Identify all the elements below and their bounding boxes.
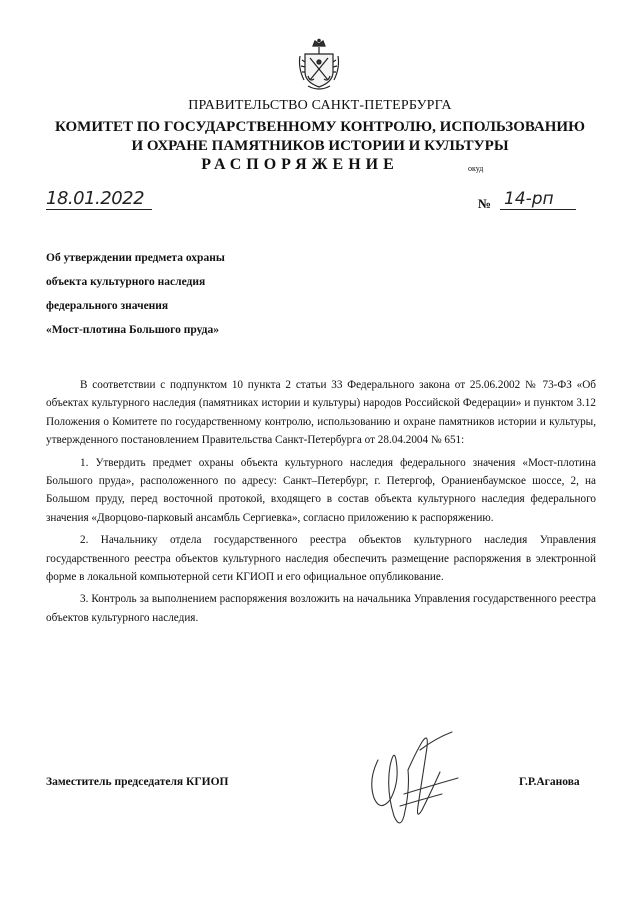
signatory-position: Заместитель председателя КГИОП xyxy=(46,776,229,788)
item-paragraph-3: 3. Контроль за выполнением распоряжения возложить на начальника Управления государственного реестра объектов культурного наследия. xyxy=(46,593,596,624)
document-body xyxy=(46,376,596,631)
item-paragraph-1: 1. Утвердить предмет охраны объекта культурного наследия федерального значения «Мост-плотина Большого пруда», расположенного по адресу: Санкт–Петербург, г. Петергоф, Ораниенбаумское шоссе, 2, на Большом пруду, перед восточной протокой, входящего в состав объекта культурного наследия федерального значения «Дворцово-парковый ансамбль Сергиевка», согласно приложению к распоряжению. xyxy=(46,456,596,524)
signatory-name: Г.Р.Аганова xyxy=(519,776,580,788)
committee-title xyxy=(0,118,640,156)
subject-line: «Мост-плотина Большого пруда» xyxy=(46,324,219,336)
okud-label: окуд xyxy=(468,164,484,173)
government-title: ПРАВИТЕЛЬСТВО САНКТ-ПЕТЕРБУРГА xyxy=(188,98,452,113)
coat-of-arms-icon xyxy=(296,38,342,92)
document-type-title: РАСПОРЯЖЕНИЕ xyxy=(201,156,399,173)
item-paragraph-2: 2. Начальнику отдела государственного реестра объектов культурного наследия Управления государственного реестра объектов культурного наследия обеспечить размещение распоряжения в электронной форме в локальной компьютерной сети КГИОП и его официальное опубликование. xyxy=(46,534,596,584)
subject-line: объекта культурного наследия xyxy=(46,276,206,288)
committee-title-line1: КОМИТЕТ ПО ГОСУДАРСТВЕННОМУ КОНТРОЛЮ, ИСПОЛЬЗОВАНИЮ xyxy=(55,119,585,135)
subject-line: федерального значения xyxy=(46,300,169,312)
committee-title-line2: И ОХРАНЕ ПАМЯТНИКОВ ИСТОРИИ И КУЛЬТУРЫ xyxy=(131,138,509,154)
document-number: 14-рп xyxy=(500,189,576,210)
document-number-label: № xyxy=(478,196,492,211)
document-subject xyxy=(46,246,225,342)
document-date: 18.01.2022 xyxy=(46,188,152,210)
preamble-paragraph: В соответствии с подпунктом 10 пункта 2 статьи 33 Федерального закона от 25.06.2002 № 73-ФЗ «Об объектах культурного наследия (памятниках истории и культуры) народов Российской Федерации» и пунктом 3.12 Положения о Комитете по государственному контролю, использованию и охране памятников истории и культуры, утвержденного постановлением Правительства Санкт-Петербурга от 28.04.2004 № 651: xyxy=(46,379,596,447)
handwritten-signature-icon xyxy=(360,720,470,840)
subject-line: Об утверждении предмета охраны xyxy=(46,252,225,264)
